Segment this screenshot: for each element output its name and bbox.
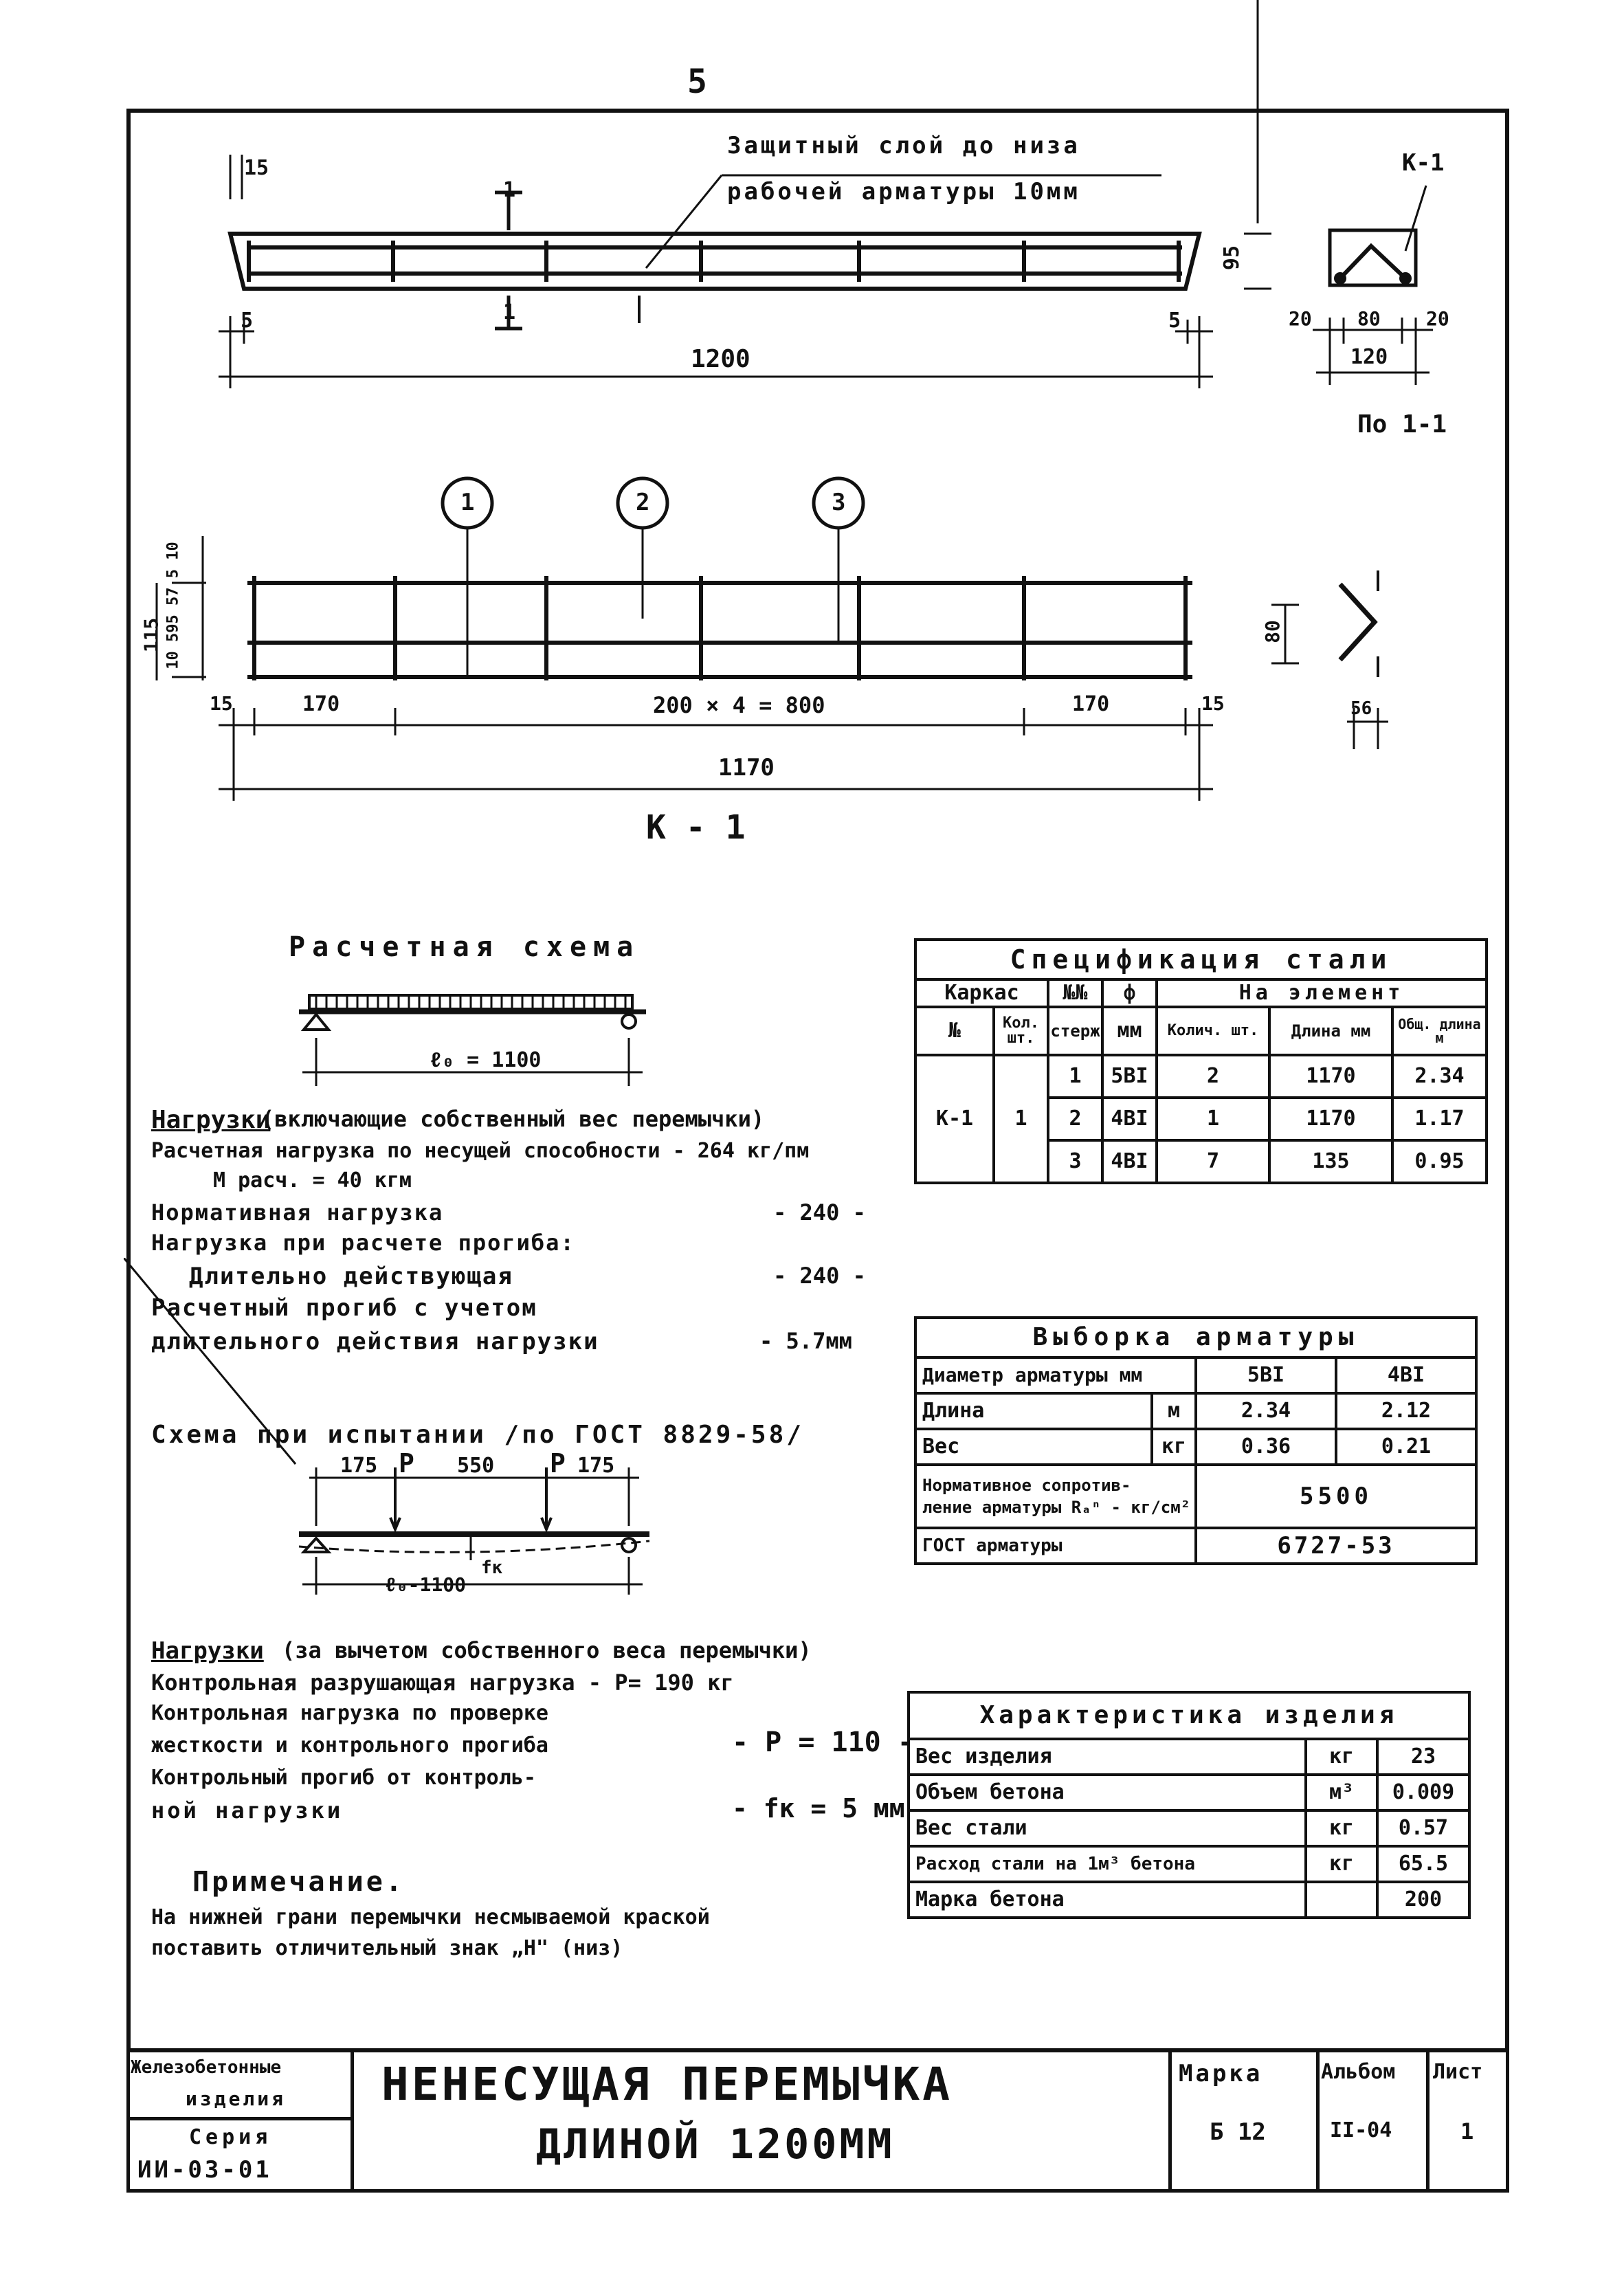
rebar-r5: ГОСТ арматуры bbox=[915, 1528, 1196, 1564]
test-loads-note: (за вычетом собственного веса перемычки) bbox=[282, 1637, 812, 1663]
dim-15-right-cage: 15 bbox=[1201, 692, 1225, 715]
dim-total-cage: 1170 bbox=[718, 754, 775, 781]
steel-spec-table bbox=[914, 938, 1488, 1184]
rebar-r3u: кг bbox=[1152, 1429, 1196, 1465]
tb-divider bbox=[1426, 2048, 1430, 2193]
tb-series-label: Серия bbox=[189, 2125, 272, 2149]
tb-album-label: Альбом bbox=[1321, 2060, 1396, 2084]
char-name: Расход стали на 1м³ бетона bbox=[909, 1846, 1306, 1882]
spec-frame-qty: 1 bbox=[994, 1055, 1048, 1183]
rebar-selection-table bbox=[914, 1316, 1478, 1565]
table-row bbox=[909, 1739, 1469, 1775]
rebar-r2u: м bbox=[1152, 1393, 1196, 1429]
spec-cell: 1170 bbox=[1269, 1098, 1392, 1140]
calc-line4: Нагрузка при расчете прогиба: bbox=[151, 1230, 575, 1256]
calc-line3-val: - 240 - bbox=[773, 1199, 866, 1226]
dim-15-top: 15 bbox=[244, 156, 269, 180]
calc-line7: длительного действия нагрузки bbox=[151, 1328, 599, 1355]
spec-cell: 4BI bbox=[1102, 1098, 1157, 1140]
cage-right-dim-bottom: 56 bbox=[1350, 698, 1372, 719]
test-line1: Контрольная разрушающая нагрузка - P= 190 кг bbox=[151, 1670, 734, 1696]
tb-divider bbox=[1168, 2048, 1172, 2193]
char-name: Вес изделия bbox=[909, 1739, 1306, 1775]
spec-frame-no: К-1 bbox=[915, 1055, 994, 1183]
test-loads-title: Нагрузки bbox=[151, 1637, 264, 1665]
tb-divider bbox=[126, 2117, 353, 2120]
rebar-r3: Вес bbox=[915, 1429, 1152, 1465]
test-line2: Контрольная нагрузка по проверке bbox=[151, 1701, 548, 1725]
circle-1-label: 1 bbox=[460, 489, 475, 516]
calc-line6: Расчетный прогиб с учетом bbox=[151, 1294, 537, 1322]
circle-3-label: 3 bbox=[832, 489, 846, 516]
page-number: 5 bbox=[687, 63, 707, 101]
dim-170-left: 170 bbox=[302, 692, 340, 716]
tb-divider bbox=[351, 2048, 354, 2193]
dim-20a: 20 bbox=[1289, 307, 1312, 330]
test-span-label: ℓ₀-1100 bbox=[385, 1573, 466, 1596]
spec-cell: 1.17 bbox=[1392, 1098, 1487, 1140]
spec-h-per-element: На элемент bbox=[1157, 979, 1487, 1007]
table-row bbox=[909, 1810, 1469, 1846]
dim-vertical-total: 115 bbox=[140, 617, 163, 653]
dim-80: 80 bbox=[1357, 307, 1381, 330]
test-dim-right: 175 bbox=[577, 1454, 615, 1478]
spec-cell: 135 bbox=[1269, 1140, 1392, 1183]
spec-cell: 1 bbox=[1048, 1055, 1102, 1098]
char-val: 200 bbox=[1377, 1882, 1469, 1918]
test-dim-left: 175 bbox=[340, 1454, 378, 1478]
rebar-r1: Диаметр арматуры мм bbox=[915, 1357, 1196, 1393]
spec-h-no: № bbox=[915, 1007, 994, 1055]
calc-line7-val: - 5.7мм bbox=[759, 1328, 852, 1354]
cage-right-dim: 80 bbox=[1260, 620, 1284, 643]
section-label: По 1-1 bbox=[1357, 410, 1447, 439]
dim-170-right: 170 bbox=[1072, 692, 1110, 716]
rebar-r4v: 5500 bbox=[1196, 1465, 1476, 1528]
product-characteristics-table bbox=[907, 1691, 1471, 1919]
section-mark-top: 1 bbox=[503, 178, 516, 202]
test-dim-mid: 550 bbox=[457, 1454, 495, 1478]
rebar-r4a: Нормативное сопротив- bbox=[922, 1476, 1131, 1495]
char-val: 23 bbox=[1377, 1739, 1469, 1775]
test-line5: ной нагрузки bbox=[151, 1797, 344, 1823]
spec-h-total: Общ. длина м bbox=[1392, 1007, 1487, 1055]
section-mark-bottom: 1 bbox=[503, 300, 516, 324]
rebar-r5v: 6727-53 bbox=[1196, 1528, 1476, 1564]
note-line1: На нижней грани перемычки несмываемой краской bbox=[151, 1905, 710, 1929]
spec-cell: 7 bbox=[1157, 1140, 1269, 1183]
calc-span-label: ℓ₀ = 1100 bbox=[430, 1048, 542, 1072]
test-p-left: P bbox=[399, 1448, 414, 1478]
test-line3: жесткости и контрольного прогиба bbox=[151, 1733, 548, 1758]
cage-title: К - 1 bbox=[646, 808, 746, 847]
tb-sheet-label: Лист bbox=[1433, 2060, 1483, 2084]
char-unit: м³ bbox=[1306, 1775, 1377, 1810]
spec-h-nn: №№ bbox=[1048, 979, 1102, 1007]
test-line4: Контрольный прогиб от контроль- bbox=[151, 1766, 536, 1790]
dim-15-left-cage: 15 bbox=[210, 692, 233, 715]
rebar-r4 bbox=[915, 1465, 1196, 1528]
dim-vertical-parts: 10 595 57 5 10 bbox=[164, 542, 182, 669]
calc-line5-val: - 240 - bbox=[773, 1263, 866, 1289]
rebar-r2a: 2.34 bbox=[1196, 1393, 1336, 1429]
dim-5-right: 5 bbox=[1168, 309, 1181, 333]
table-row bbox=[909, 1846, 1469, 1882]
spec-title: Спецификация стали bbox=[915, 940, 1487, 979]
spec-cell: 2.34 bbox=[1392, 1055, 1487, 1098]
test-scheme bbox=[289, 1454, 660, 1615]
calc-scheme bbox=[289, 990, 674, 1100]
dim-20b: 20 bbox=[1426, 307, 1449, 330]
spec-h-length: Длина мм bbox=[1269, 1007, 1392, 1055]
tb-album: II-04 bbox=[1330, 2118, 1392, 2142]
test-p-right: P bbox=[550, 1448, 566, 1478]
test-line5-val: - fк = 5 мм bbox=[732, 1793, 905, 1823]
spec-h-phi: ф bbox=[1102, 979, 1157, 1007]
note-title: Примечание. bbox=[192, 1866, 405, 1898]
char-name: Объем бетона bbox=[909, 1775, 1306, 1810]
k1-label: К-1 bbox=[1402, 149, 1445, 177]
spec-h-qty: Кол. шт. bbox=[994, 1007, 1048, 1055]
spec-cell: 4BI bbox=[1102, 1140, 1157, 1183]
char-val: 65.5 bbox=[1377, 1846, 1469, 1882]
dim-120: 120 bbox=[1350, 345, 1388, 369]
protective-layer-note: Защитный слой до низа bbox=[727, 132, 1080, 159]
spec-cell: 1 bbox=[1157, 1098, 1269, 1140]
tb-mark-label: Марка bbox=[1179, 2060, 1263, 2087]
spec-h-mm: мм bbox=[1102, 1007, 1157, 1055]
tb-series: ИИ-03-01 bbox=[137, 2156, 272, 2184]
char-val: 0.009 bbox=[1377, 1775, 1469, 1810]
rebar-title: Выборка арматуры bbox=[915, 1318, 1476, 1357]
spec-cell: 2 bbox=[1157, 1055, 1269, 1098]
rebar-r2: Длина bbox=[915, 1393, 1152, 1429]
rebar-r1a: 5BI bbox=[1196, 1357, 1336, 1393]
char-val: 0.57 bbox=[1377, 1810, 1469, 1846]
dim-middle: 200 × 4 = 800 bbox=[653, 692, 825, 718]
spec-h-rod: стерж bbox=[1048, 1007, 1102, 1055]
char-unit bbox=[1306, 1882, 1377, 1918]
dim-95: 95 bbox=[1220, 245, 1245, 271]
loads-note: (включающие собственный вес перемычки) bbox=[261, 1106, 765, 1132]
rebar-r2b: 2.12 bbox=[1336, 1393, 1476, 1429]
spec-cell: 5BI bbox=[1102, 1055, 1157, 1098]
tb-sheet: 1 bbox=[1460, 2118, 1474, 2144]
spec-cell: 0.95 bbox=[1392, 1140, 1487, 1183]
test-f-label: fк bbox=[481, 1557, 503, 1578]
rebar-r3a: 0.36 bbox=[1196, 1429, 1336, 1465]
char-name: Вес стали bbox=[909, 1810, 1306, 1846]
calc-line5: Длительно действующая bbox=[189, 1263, 513, 1290]
spec-cell: 2 bbox=[1048, 1098, 1102, 1140]
calc-line1: Расчетная нагрузка по несущей способности - 264 кг/пм bbox=[151, 1139, 810, 1163]
circle-2-label: 2 bbox=[636, 489, 650, 516]
dim-5-left: 5 bbox=[241, 309, 254, 333]
spec-h-frame: Каркас bbox=[915, 979, 1048, 1007]
dim-total-beam: 1200 bbox=[691, 345, 750, 373]
tb-title2: ДЛИНОЙ 1200ММ bbox=[536, 2120, 895, 2169]
loads-title: Нагрузки bbox=[151, 1106, 271, 1134]
tb-title1: НЕНЕСУЩАЯ ПЕРЕМЫЧКА bbox=[381, 2058, 953, 2111]
calc-line3: Нормативная нагрузка bbox=[151, 1199, 444, 1226]
tb-org1: Железобетонные bbox=[131, 2057, 282, 2078]
char-name: Марка бетона bbox=[909, 1882, 1306, 1918]
rebar-r4b: ление арматуры Rₐⁿ - кг/см² bbox=[922, 1498, 1191, 1517]
calc-title: Расчетная схема bbox=[289, 931, 641, 963]
tb-divider bbox=[1316, 2048, 1320, 2193]
char-unit: кг bbox=[1306, 1846, 1377, 1882]
char-unit: кг bbox=[1306, 1739, 1377, 1775]
spec-h-count: Колич. шт. bbox=[1157, 1007, 1269, 1055]
spec-cell: 1170 bbox=[1269, 1055, 1392, 1098]
rebar-r1b: 4BI bbox=[1336, 1357, 1476, 1393]
table-row bbox=[915, 1055, 1487, 1098]
rebar-r3b: 0.21 bbox=[1336, 1429, 1476, 1465]
note-line2: поставить отличительный знак „Н" (низ) bbox=[151, 1936, 623, 1960]
spec-cell: 3 bbox=[1048, 1140, 1102, 1183]
char-title: Характеристика изделия bbox=[909, 1692, 1469, 1739]
calc-line2: М расч. = 40 кгм bbox=[213, 1168, 412, 1193]
tb-org2: изделия bbox=[186, 2087, 287, 2110]
char-unit: кг bbox=[1306, 1810, 1377, 1846]
test-title: Схема при испытании /по ГОСТ 8829-58/ bbox=[151, 1421, 804, 1449]
tb-mark: Б 12 bbox=[1210, 2118, 1266, 2146]
table-row bbox=[909, 1775, 1469, 1810]
test-line3-val: - P = 110 - bbox=[732, 1727, 914, 1758]
protective-layer-note-2: рабочей арматуры 10мм bbox=[727, 178, 1080, 206]
table-row bbox=[909, 1882, 1469, 1918]
